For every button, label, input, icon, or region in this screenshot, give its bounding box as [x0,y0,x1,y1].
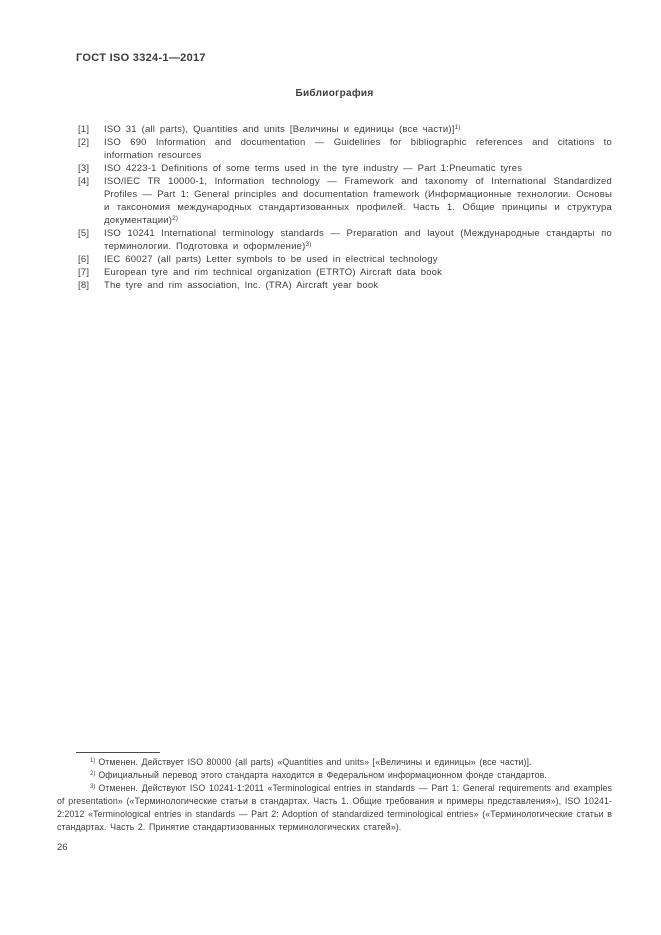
entry-number: [7] [78,267,90,278]
entry-text: ISO 690 Information and documentation — Guidelines for bibliographic references and citations to information resources [104,137,612,161]
footnote-separator [76,752,160,753]
footnote [57,756,612,769]
page-number: 26 [57,842,68,853]
footnotes-block [57,756,612,834]
footnote-marker: 2) [90,771,96,778]
entry-number: [2] [78,137,90,148]
footnote-marker: 1) [90,758,96,765]
bibliography-entry [78,227,612,253]
footnote-marker: 2) [172,215,178,223]
entry-text: ISO/IEC TR 10000-1, Information technology — Framework and taxonomy of International Standardized Profiles — Part 1: General principles and documentation framework (Информационные технологии. Основы и таксономия международных стандартизованных профилей. Часть 1. Общие принципы и структура документации)$^{2)}$ [104,176,612,226]
bibliography-entry [78,123,612,136]
entry-number: [4] [78,176,90,187]
footnote-text: Официальный перевод этого стандарта находится в Федеральном информационном фонде стандартов. [98,770,547,780]
bibliography-entry [78,253,612,266]
entry-text: ISO 4223-1 Definitions of some terms used in the tyre industry — Part 1:Pneumatic tyres [104,163,523,174]
footnote [57,769,612,782]
footnote-marker: 3) [305,241,312,249]
footnote-text: Отменен. Действуют ISO 10241-1:2011 «Terminological entries in standards — Part 1: General requirements and examples of presentation» («Терминологические статьи в стандартах. Часть 1. Общие требования и примеры представления»), ISO 10241-2:2012 «Terminological entries in standards — Part 2: Adoption of standardized terminological entries» («Терминологические статьи в стандартах. Часть 2. Принятие стандартизованных терминологических статей»). [57,783,612,832]
bibliography-list [78,123,612,292]
entry-number: [6] [78,254,90,265]
entry-number: [3] [78,163,90,174]
bibliography-entry [78,175,612,227]
footnote-marker: 3) [90,784,96,791]
entry-text: IEC 60027 (all parts) Letter symbols to be used in electrical technology [104,254,438,265]
entry-number: [8] [78,280,90,291]
document-header: ГОСТ ISO 3324-1—2017 [76,52,206,64]
entry-text: The tyre and rim association, Inc. (TRA) Aircraft year book [104,280,379,291]
footnote-marker: 1) [454,124,461,132]
entry-text: ISO 31 (all parts), Quantities and units [Величины и единицы (все части)]$^{1)}$ [104,124,461,135]
bibliography-entry [78,162,612,175]
entry-number: [5] [78,228,90,239]
bibliography-entry [78,266,612,279]
bibliography-entry [78,136,612,162]
footnote-text: Отменен. Действует ISO 80000 (all parts) «Quantities and units» [«Величины и единицы» (все части)]. [98,757,532,767]
bibliography-entry [78,279,612,292]
entry-text: European tyre and rim technical organization (ETRTO) Aircraft data book [104,267,443,278]
footnote [57,782,612,834]
entry-number: [1] [78,124,90,135]
entry-text: ISO 10241 International terminology standards — Preparation and layout (Международные стандарты по терминологии. Подготовка и оформление)$^{3)}$ [104,228,612,252]
section-title: Библиография [295,88,374,99]
